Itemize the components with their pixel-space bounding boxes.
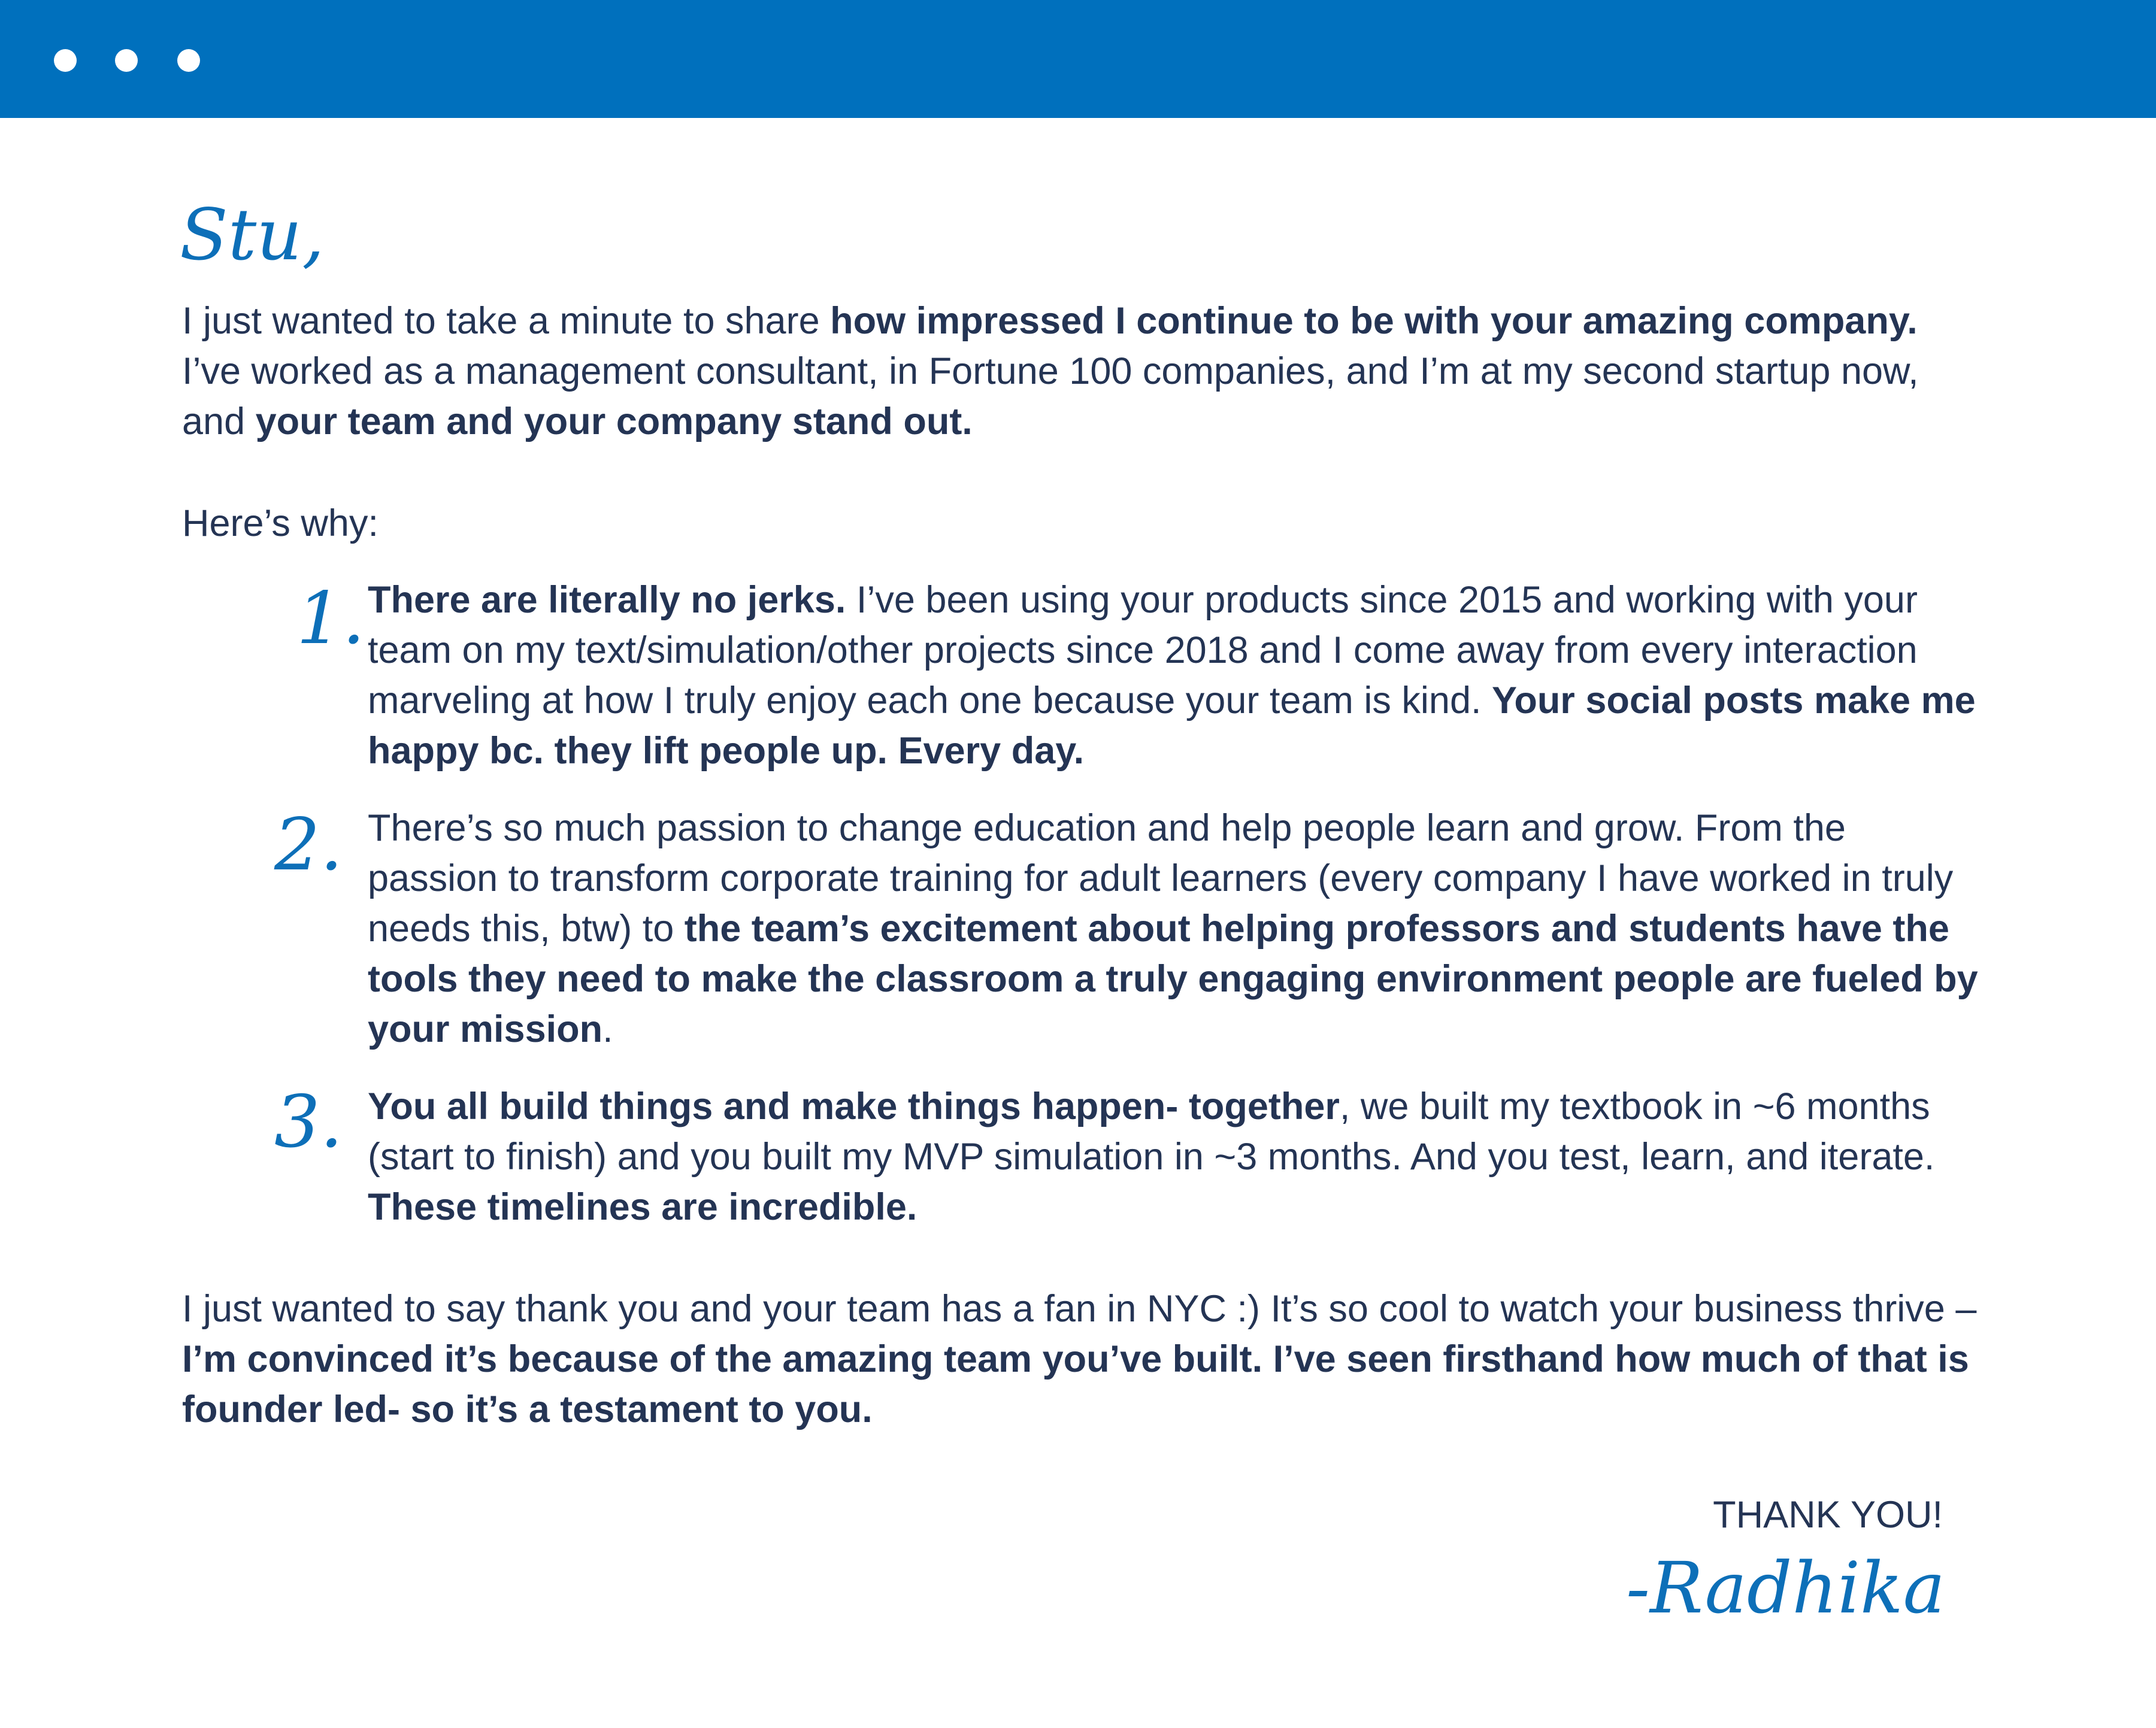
list-item-3 [368,1081,1985,1232]
intro-bold-1: how impressed I continue to be with your amazing company. [830,300,1918,342]
item-3-bold-1: You all build things and make things happen- together [368,1086,1340,1127]
item-3-text-1: , we built my textbook in ~6 months (start to finish) and you built my MVP simulation in ~3 months. And you test, learn, and iterate. [368,1086,1935,1178]
closing-bold-1: I’m convinced it’s because of the amazing team you’ve built. I’ve seen firsthand how much of that is founder led- so it’s a testament to you. [182,1338,1969,1430]
list-item-2 [368,803,1985,1054]
intro-text-1: I just wanted to take a minute to share [182,300,831,342]
list-number-2: 2. [274,804,343,887]
item-3-bold-2: These timelines are incredible. [368,1186,917,1228]
letter-greeting: Stu, [180,193,325,276]
item-1-text-1: I’ve been using your products since 2015 and working with your team on my text/simulation/other projects since 2018 and I come away from every interaction marveling at how I truly enjoy each one because your team is kind. [368,579,1918,721]
item-2-text-2: . [602,1008,613,1050]
item-2-text-1: There’s so much passion to change education and help people learn and grow. From the passion to transform corporate training for adult learners (every company I have worked in truly needs this, btw) to [368,807,1954,950]
thank-you-text: THANK YOU! [1713,1494,1943,1536]
list-number-3: 3. [274,1081,343,1164]
closing-text-1: I just wanted to say thank you and your team has a fan in NYC :) It’s so cool to watch your business thrive – [182,1288,1977,1330]
item-1-bold-2: Your social posts make me happy bc. they lift people up. Every day. [368,680,1976,772]
list-item-1 [368,575,1985,776]
intro-text-2: I’ve worked as a management consultant, in Fortune 100 companies, and I’m at my second startup now, and [182,350,1919,442]
list-number-1: 1. [296,577,365,660]
why-label: Here’s why: [182,502,378,544]
intro-paragraph [182,296,1979,447]
closing-paragraph [182,1284,1979,1435]
item-2-bold-1: the team’s excitement about helping professors and students have the tools they need to make the classroom a truly engaging environment people are fueled by your mission [368,908,1978,1050]
item-1-bold-1: There are literally no jerks. [368,579,846,621]
signature: -Radhika [1626,1547,1945,1629]
intro-bold-2: your team and your company stand out. [255,401,973,442]
